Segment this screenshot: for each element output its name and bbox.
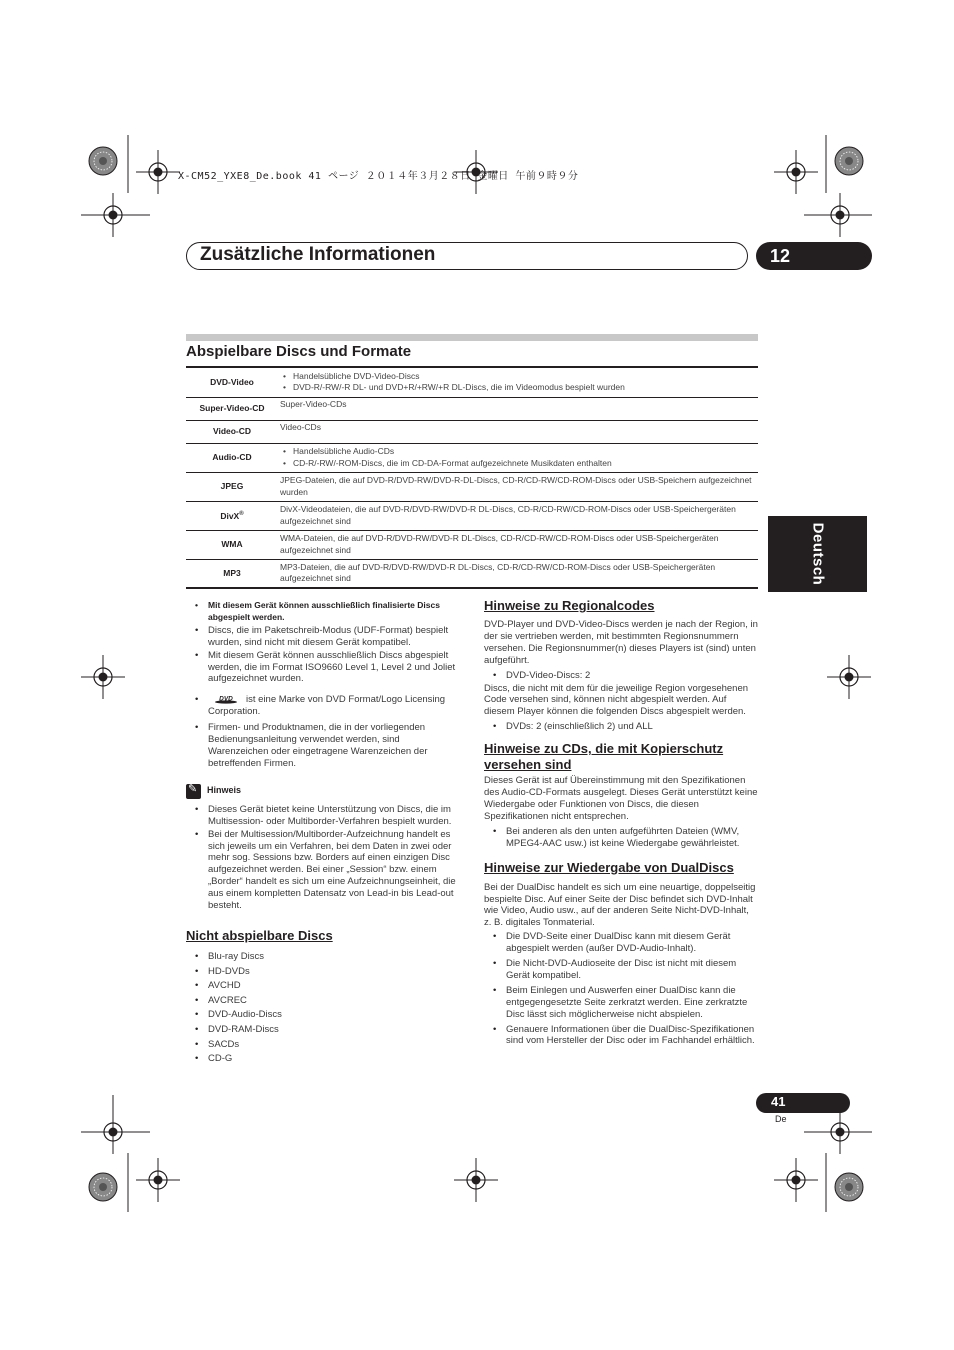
note-icon [186,784,201,799]
list-item: • AVCREC [186,994,462,1008]
list-item: • Bei der Multisession/Multiborder-Aufzeichnung handelt es sich jeweils um ein Verfahren, bei dem Daten in zwei oder mehr sog. Sessions bzw. Borders auf einen einzigen Disc aufgezeichnet werden. Bei einer „Session“ bzw. einem „Border“ handelt es sich um eine Aufzeichnungseinheit, die aus einem kompletten Datensatz von Lead-in bis Lead-out besteht. [186,829,462,912]
format-description: MP3-Dateien, die auf DVD-R/DVD-RW/DVD-R DL-Discs, CD-R/CD-RW/CD-ROM-Discs oder USB-Speichergeräten aufgezeichnet sind [280,561,716,584]
svg-text:DVD: • DVD [219,695,233,703]
table-row [186,443,758,472]
list-item: • SACDs [186,1038,462,1052]
format-description: WMA-Dateien, die auf DVD-R/DVD-RW/DVD-R DL-Discs, CD-R/CD-RW/CD-ROM-Discs oder USB-Speichergeräten aufgezeichnet sind [278,530,758,559]
chapter-title: Zusätzliche Informationen [200,244,436,265]
list-item: • DVD-R/-RW/-R DL- und DVD+R/+RW/+R DL-Discs, die im Videomodus bespielt wurden [293,382,756,394]
list-item: • Genauere Informationen über die DualDisc-Spezifikationen sind vom Hersteller der Disc oder im Fachhandel erhältlich. [484,1024,758,1048]
dualdisc-title: Hinweise zur Wiedergabe von DualDiscs [484,859,734,875]
not-playable-title: Nicht abspielbare Discs [186,927,333,943]
section-rule [186,334,758,341]
list-item: • Handelsübliche DVD-Video-Discs [293,371,756,383]
list-item: • Mit diesem Gerät können ausschließlich Discs abgespielt werden, die im Format ISO9660 Level 1, Level 2 und Joliet aufgezeichnet wurden. [186,650,462,686]
list-item: • Beim Einlegen und Auswerfen einer DualDisc kann die entgegengesetzte Seite zerkratzt werden. Eine zerkratzte Disc lässt sich möglicherweise nicht abspielen. [484,985,758,1021]
list-item [186,694,462,718]
format-label: Video-CD [186,420,278,443]
list-item: • DVDs: 2 (einschließlich 2) und ALL [484,721,758,733]
page-language: De [775,1114,787,1124]
list-item: • AVCHD [186,979,462,993]
chapter-number: 12 [756,242,872,270]
region-title: Hinweise zu Regionalcodes [484,598,655,613]
list-item: • HD-DVDs [186,965,462,979]
list-item: • Handelsübliche Audio-CDs [293,446,756,458]
list-item: • Dieses Gerät bietet keine Unterstützung von Discs, die im Multisession- oder Multiborder-Verfahren bespielt wurden. [186,804,462,828]
right-column [484,598,758,1048]
hint-heading [186,784,462,799]
format-description [278,443,758,472]
format-label: JPEG [186,472,278,501]
section-title: Abspielbare Discs und Formate [186,343,412,360]
dvd-logo-icon [214,695,238,704]
hint-label: Hinweis [207,785,242,796]
format-label: WMA [186,530,278,559]
format-label [186,501,278,530]
list-item: • CD-G [186,1052,462,1066]
list-item: • Die DVD-Seite einer DualDisc kann mit diesem Gerät abgespielt werden (außer DVD-Audio-Inhalt). [484,931,758,955]
list-item: • CD-R/-RW/-ROM-Discs, die im CD-DA-Format aufgezeichnete Musikdaten enthalten [293,458,756,470]
format-description [278,367,758,397]
table-row [186,420,758,443]
format-description: JPEG-Dateien, die auf DVD-R/DVD-RW/DVD-R-DL-Discs, CD-R/CD-RW/CD-ROM-Discs oder USB-Speichern aufgezeichnet wurden [278,472,758,501]
table-row [186,397,758,420]
region-paragraph: DVD-Player und DVD-Video-Discs werden je nach der Region, in der sie vertrieben werden, mit bestimmten Regionsnummern versehen. Die Regionsnummer(n) dieses Players ist (sind) unten aufgeführt. [484,619,758,666]
table-row [186,530,758,559]
format-description: Super-Video-CDs [278,397,758,420]
format-label-text: DivX [220,510,240,521]
formats-table [186,366,758,589]
list-item: • Die Nicht-DVD-Audioseite der Disc ist nicht mit diesem Gerät kompatibel. [484,958,758,982]
left-column [186,600,462,1067]
print-header: X-CM52_YXE8_De.book 41 ページ ２０１４年３月２８日 金曜日 午前９時９分 [178,171,579,182]
page-number: 41 [771,1094,786,1109]
format-label: MP3 [223,567,241,578]
language-tab-label: Deutsch [809,522,826,586]
format-label: DVD-Video [186,367,278,397]
registered-mark: ® [239,510,244,517]
copy-protection-paragraph: Dieses Gerät ist auf Übereinstimmung mit den Spezifikationen des Audio-CD-Formats ausgelegt. Dieses Gerät unterstützt keine Wiedergabe oder Funktionen von Discs, die diesen Spezifikationen nicht entsprechen. [484,775,758,822]
dvd-trademark-text: ist eine Marke von DVD Format/Logo Licensing Corporation. [208,694,446,718]
table-row [186,367,758,397]
list-item: • Firmen- und Produktnamen, die in der vorliegenden Bedienungsanleitung verwendet werden, sind Warenzeichen oder eingetragene Warenzeichen der betreffenden Firmen. [186,722,462,770]
table-row [186,559,758,588]
format-label: Audio-CD [186,443,278,472]
list-item: • Discs, die im Paketschreib-Modus (UDF-Format) bespielt wurden, sind nicht mit diesem Gerät kompatibel. [186,625,462,649]
format-label: Super-Video-CD [186,397,278,420]
list-item: • Bei anderen als den unten aufgeführten Dateien (WMV, MPEG4-AAC usw.) ist keine Wiedergabe gewährleistet. [484,826,758,850]
format-description: DivX-Videodateien, die auf DVD-R/DVD-RW/DVD-R DL-Discs, CD-R/CD-RW/CD-ROM-Discs oder USB-Speichergeräten aufgezeichnet sind [278,501,758,530]
format-description: Video-CDs [278,420,758,443]
language-tab [768,516,867,592]
table-row [186,472,758,501]
region-paragraph: Discs, die nicht mit dem für die jeweilige Region vorgesehenen Code versehen sind, können nicht abgespielt werden. Auf diesem Player können die folgenden Discs abgespielt werden. [484,682,749,718]
copy-protection-title: Hinweise zu CDs, die mit Kopierschutz versehen sind [484,741,724,773]
dualdisc-paragraph: Bei der DualDisc handelt es sich um eine neuartige, doppelseitig bespielte Disc. Auf einer Seite der Disc befindet sich DVD-Inhalt wie Video, Audio usw., auf der anderen Seite Nicht-DVD-Inhalt, z. B. digitales Tonmaterial. [484,881,756,929]
list-item: • DVD-RAM-Discs [186,1023,462,1037]
list-item: • Blu-ray Discs [186,950,462,964]
list-item: • DVD-Video-Discs: 2 [484,670,758,682]
list-item: • Mit diesem Gerät können ausschließlich finalisierte Discs abgespielt werden. [186,600,462,624]
table-row [186,501,758,530]
list-item: • DVD-Audio-Discs [186,1008,462,1022]
